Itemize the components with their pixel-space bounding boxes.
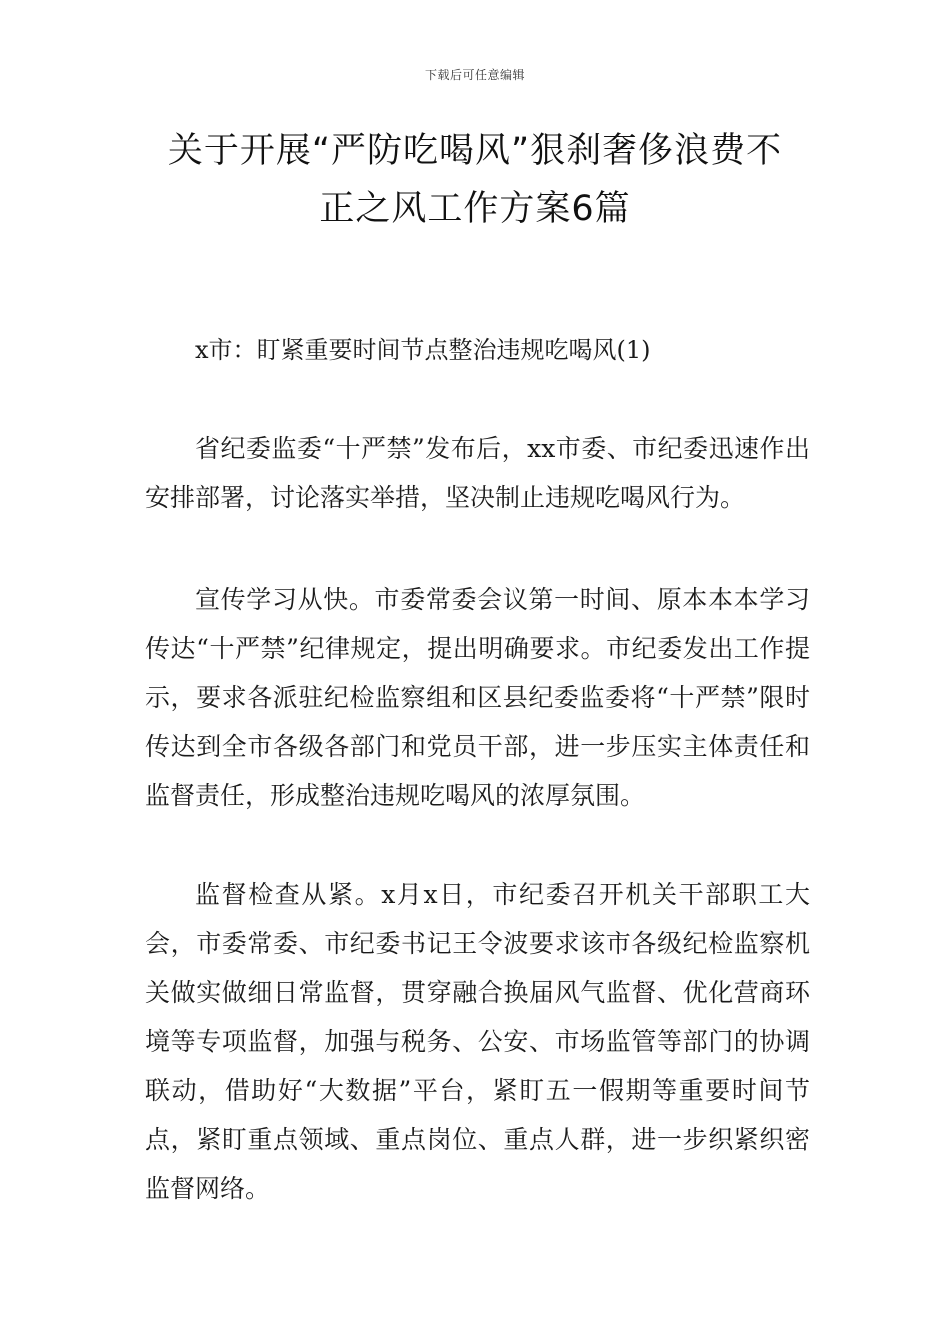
- section-heading: x市：盯紧重要时间节点整治违规吃喝风(1): [195, 336, 651, 364]
- paragraph-3: 监督检查从紧。x月x日，市纪委召开机关干部职工大会，市委常委、市纪委书记王令波要求该市各级纪检监察机关做实做细日常监督，贯穿融合换届风气监督、优化营商环境等专项监督，加强与税务、公安、市场监管等部门的协调联动，借助好“大数据”平台，紧盯五一假期等重要时间节点，紧盯重点领域、重点岗位、重点人群，进一步织紧织密监督网络。: [145, 880, 810, 1203]
- paragraph-2: 宣传学习从快。市委常委会议第一时间、原本本本学习传达“十严禁”纪律规定，提出明确要求。市纪委发出工作提示，要求各派驻纪检监察组和区县纪委监委将“十严禁”限时传达到全市各级各部门和党员干部，进一步压实主体责任和监督责任，形成整治违规吃喝风的浓厚氛围。: [145, 585, 810, 810]
- title-line-2: 正之风工作方案6篇: [319, 189, 631, 229]
- paragraph-1: 省纪委监委“十严禁”发布后，xx市委、市纪委迅速作出安排部署，讨论落实举措，坚决制止违规吃喝风行为。: [145, 434, 810, 512]
- header-note: 下载后可任意编辑: [424, 68, 525, 82]
- document-title: [120, 122, 830, 238]
- title-line-1: 关于开展“严防吃喝风”狠刹奢侈浪费不: [167, 131, 783, 171]
